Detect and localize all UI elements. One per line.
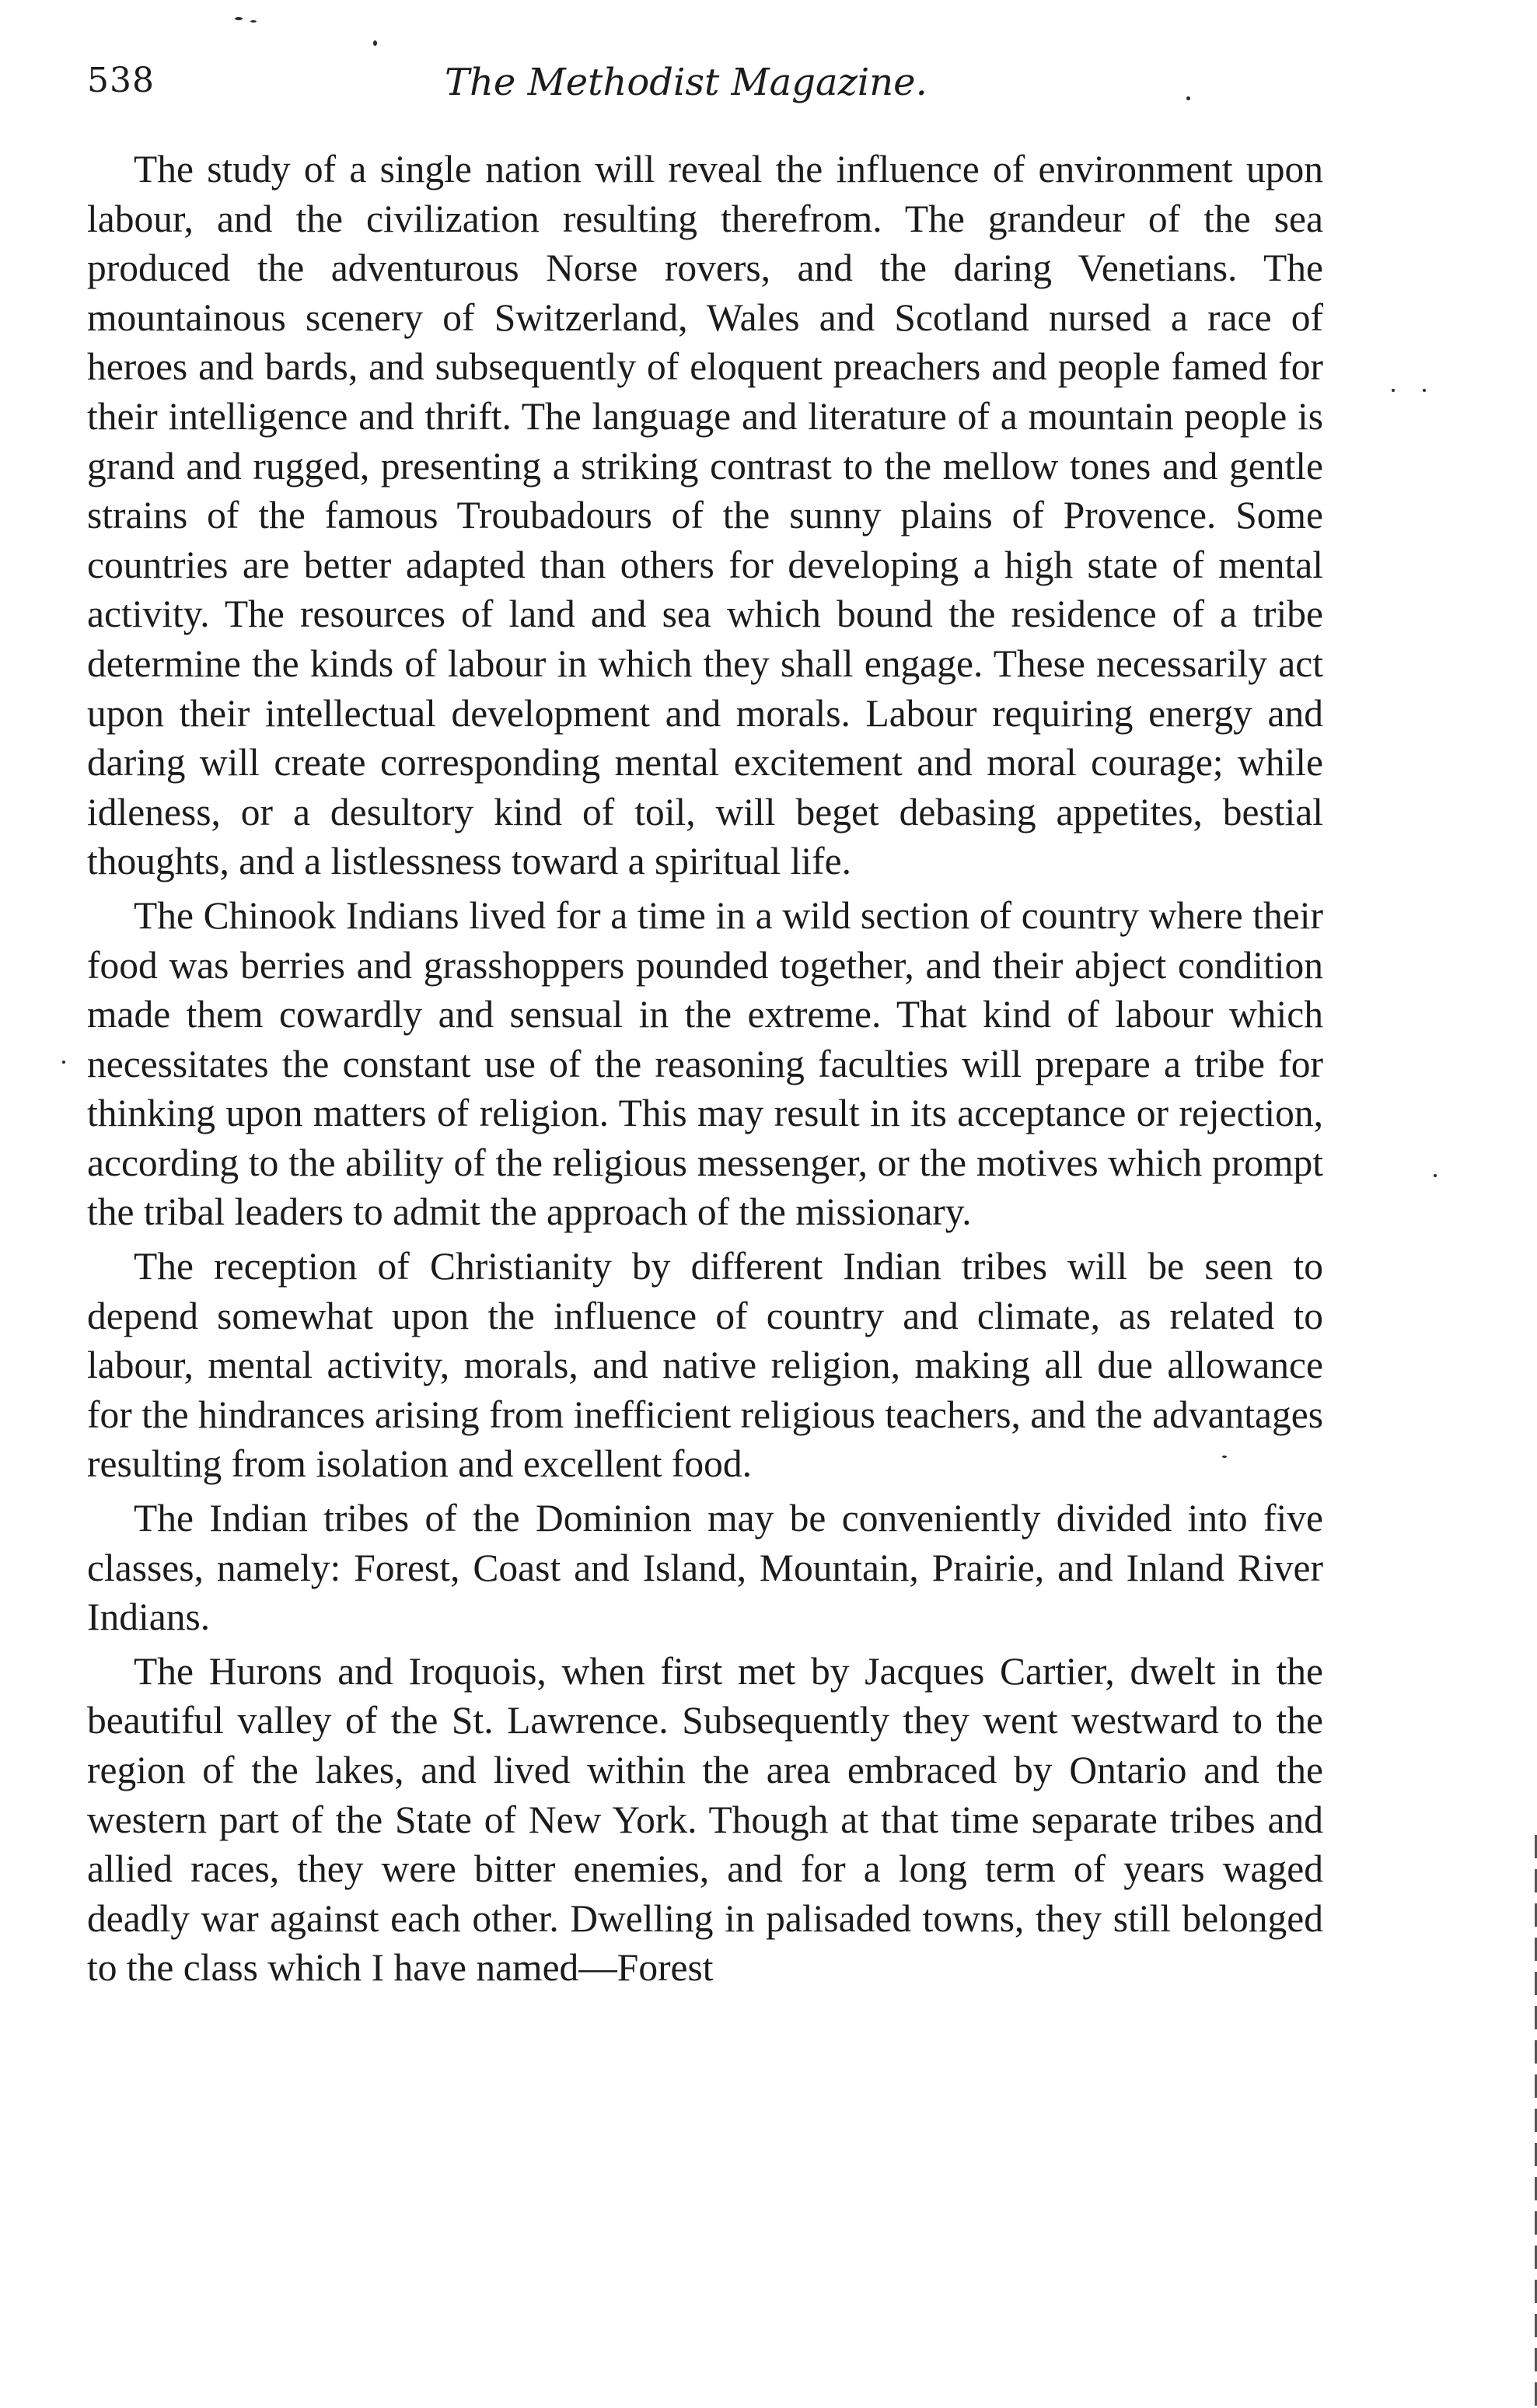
scan-speck <box>250 20 257 23</box>
journal-title: The Methodist Magazine. <box>445 61 927 104</box>
paragraph-five-classes: The Indian tribes of the Dominion may be conveniently divided into five classes, namely: Forest, Coast and Island, Mountain, Prairie, and Inland River Indians. <box>87 1497 1323 1639</box>
paragraph-chinook: The Chinook Indians lived for a time in a wild section of country where their food was berries and grasshoppers pounded together, and their abject condition made them cowardly and sensual in the extreme. That kind of labour which necessitates the constant use of the reasoning faculties will prepare a tribe for thinking upon matters of religion. This may result in its acceptance or rejection, according to the ability of the religious messenger, or the motives which prompt the tribal leaders to admit the approach of the missionary. <box>87 893 1323 1234</box>
scan-speck <box>62 1061 65 1064</box>
scan-speck <box>1392 389 1395 392</box>
paragraph-hurons-iroquois: The Hurons and Iroquois, when first met by Jacques Cartier, dwelt in the beautiful valley of the St. Lawrence. Subsequently they went westward to the region of the lakes, and lived within the area embraced by Ontario and the western part of the State of New York. Though at that time separate tribes and allied races, they were bitter enemies, and for a long term of years waged deadly war against each other. Dwelling in palisaded towns, they still belonged to the class which I have named—Forest <box>87 1649 1323 1990</box>
page-number: 538 <box>87 61 155 100</box>
scan-speck <box>1222 1456 1227 1458</box>
body-text <box>87 145 1323 1997</box>
running-head <box>87 61 1331 115</box>
scan-speck <box>373 40 377 46</box>
scan-speck <box>235 17 243 20</box>
scan-speck <box>1434 1174 1437 1177</box>
paragraph-reception: The reception of Christianity by different Indian tribes will be seen to depend somewhat upon the influence of country and climate, as related to labour, mental activity, morals, and native religion, making all due allowance for the hindrances arising from inefficient religious teachers, and the advantages resulting from isolation and excellent food. <box>87 1245 1323 1486</box>
scan-speck <box>1186 96 1190 100</box>
scan-speck <box>1423 389 1426 392</box>
paragraph-environment: The study of a single nation will reveal the influence of environment upon labour, and the civilization resulting therefrom. The grandeur of the sea produced the adventurous Norse rovers, and the daring Venetians. The mountainous scenery of Switzerland, Wales and Scotland nursed a race of heroes and bards, and subsequently of eloquent preachers and people famed for their intelligence and thrift. The language and literature of a mountain people is grand and rugged, presenting a striking contrast to the mellow tones and gentle strains of the famous Troubadours of the sunny plains of Provence. Some countries are better adapted than others for developing a high state of mental activity. The resources of land and sea which bound the residence of a tribe determine the kinds of labour in which they shall engage. These necessarily act upon their intellectual development and morals. Labour requiring energy and daring will create corresponding mental excitement and moral courage; while idleness, or a desultory kind of toil, will beget debasing appetites, bestial thoughts, and a listlessness toward a spiritual life. <box>87 148 1323 883</box>
